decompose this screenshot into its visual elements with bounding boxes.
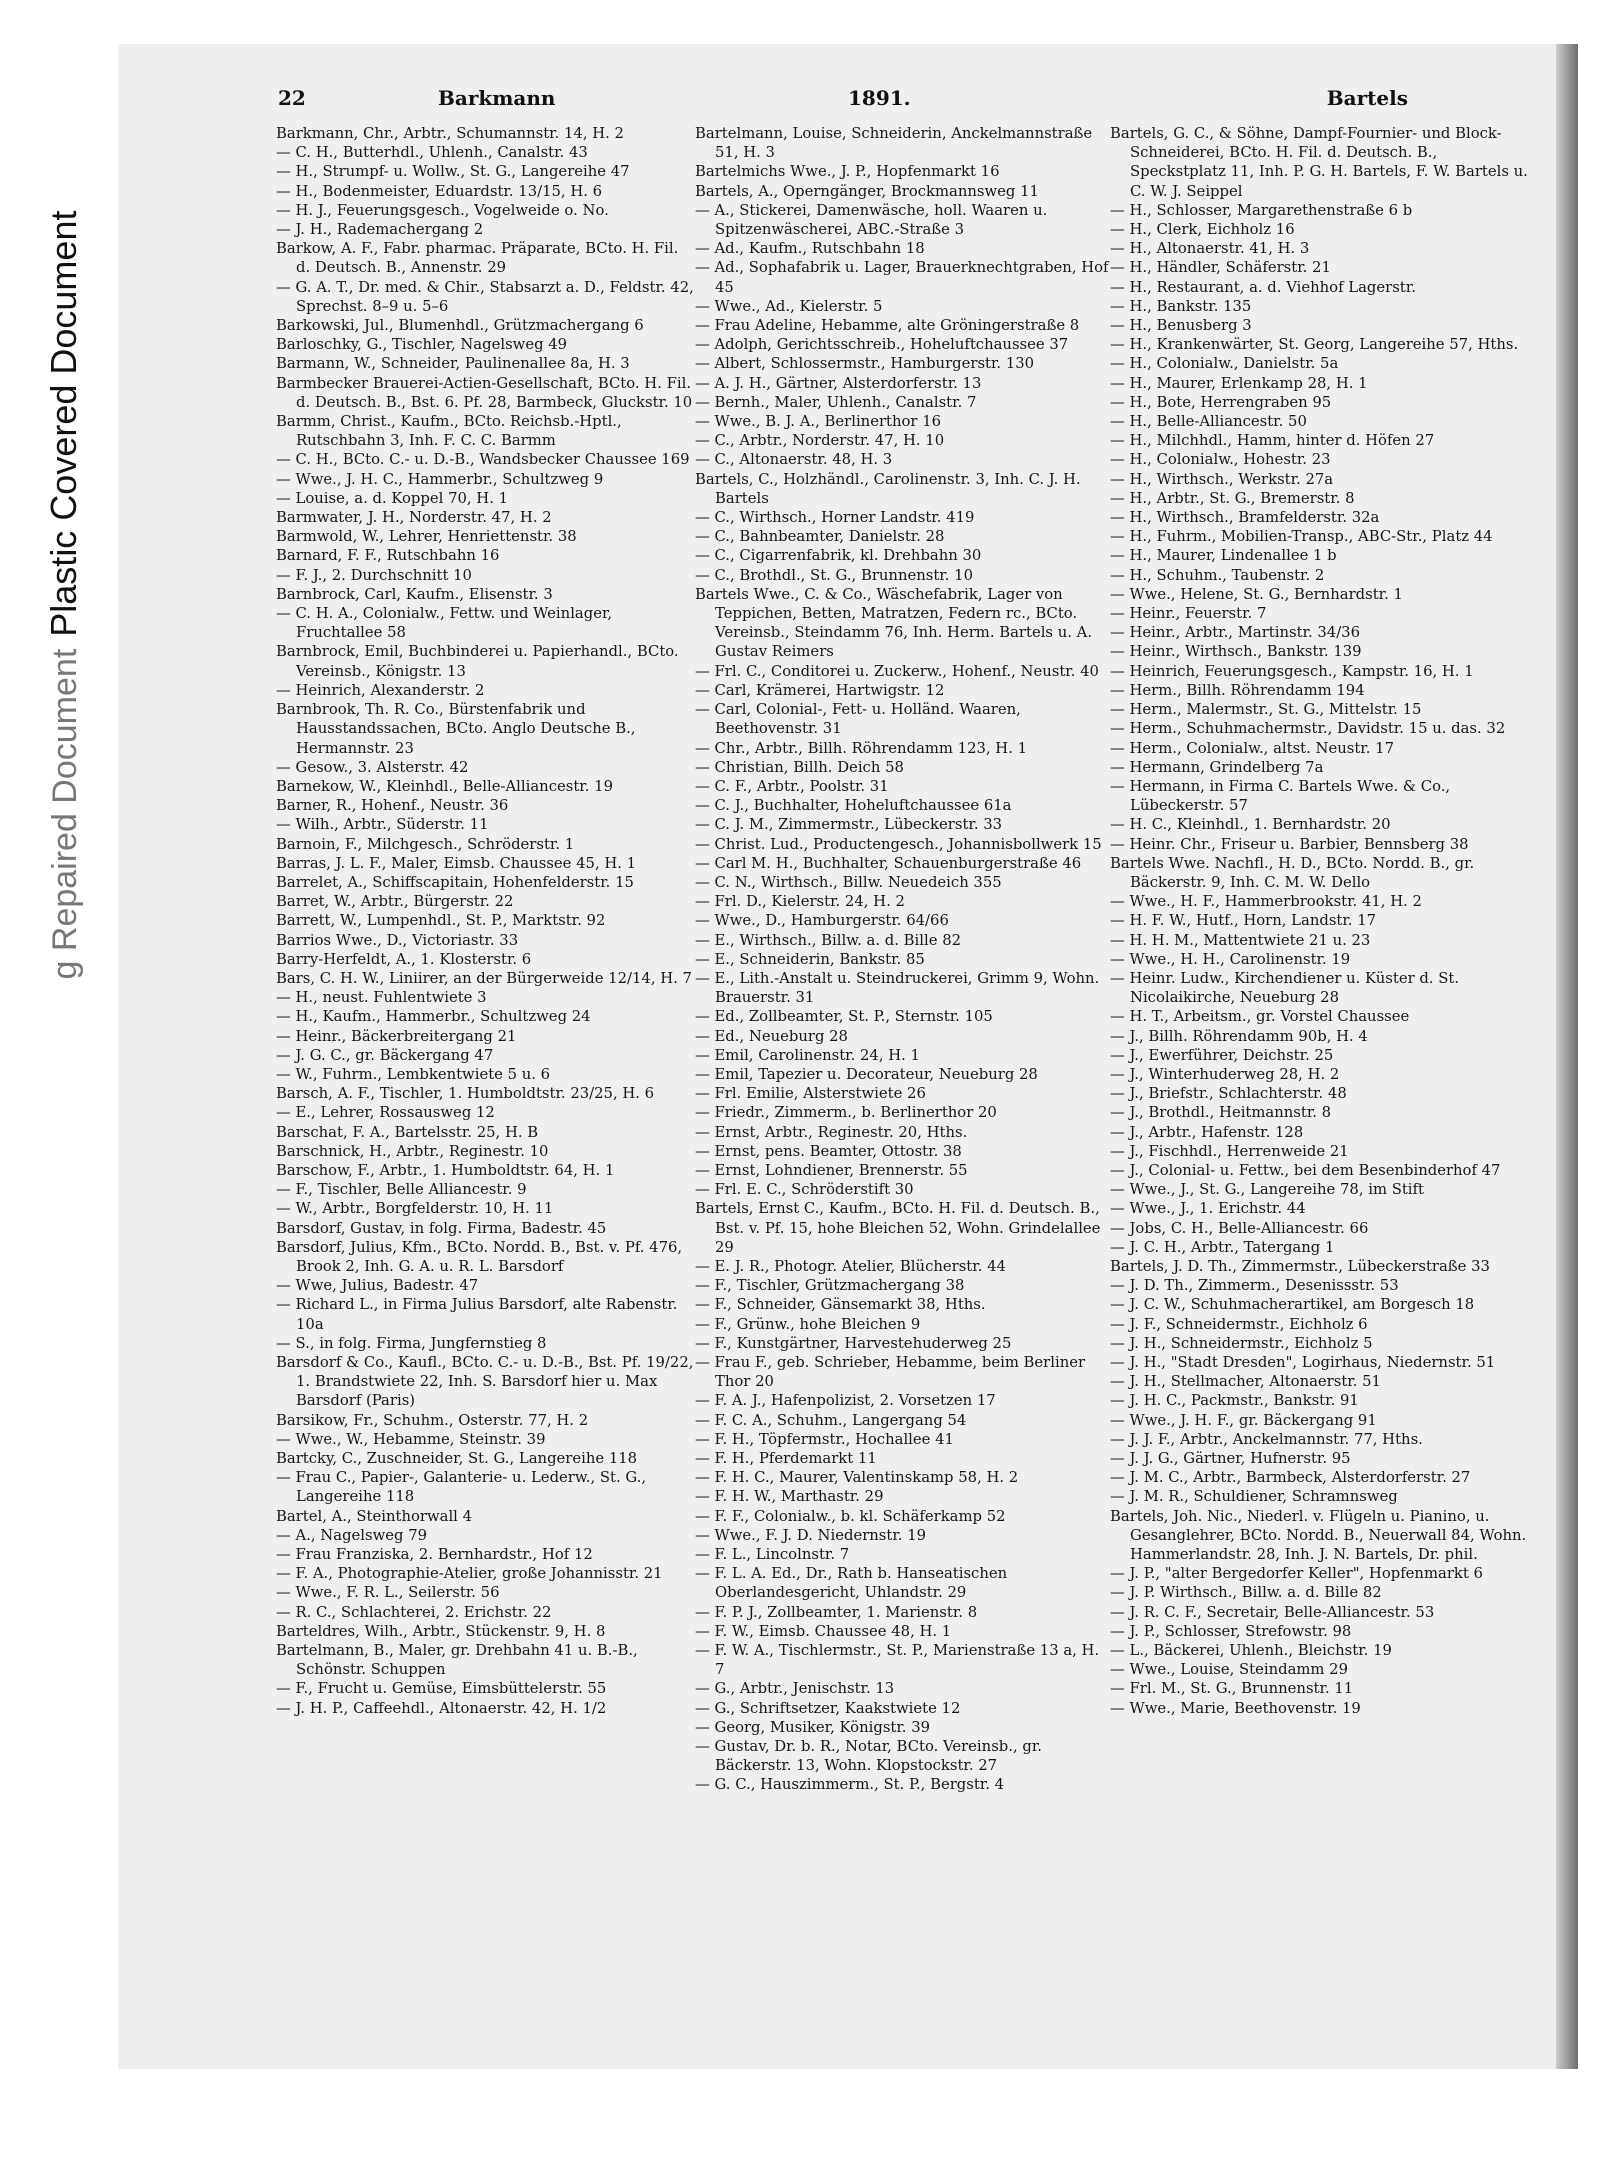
directory-entry: — C. F., Arbtr., Poolstr. 31 [695,777,889,795]
directory-entry: Barmm, Christ., Kaufm., BCto. Reichsb.-Hptl., Rutschbahn 3, Inh. F. C. C. Barmm [276,413,622,450]
directory-entry: — H., Strumpf- u. Wollw., St. G., Langereihe 47 [276,163,630,181]
directory-entry: Barschat, F. A., Bartelsstr. 25, H. B [276,1123,539,1141]
directory-entry: — E. J. R., Photogr. Atelier, Blücherstr. 44 [695,1257,1006,1275]
directory-entry: Barrios Wwe., D., Victoriastr. 33 [276,931,519,949]
directory-entry: — G., Arbtr., Jenischstr. 13 [695,1680,895,1698]
directory-entry: — Herm., Schuhmachermstr., Davidstr. 15 u. das. 32 [1110,720,1506,738]
directory-entry: Bars, C. H. W., Liniirer, an der Bürgerweide 12/14, H. 7 [276,969,692,987]
directory-entry: — C., Wirthsch., Horner Landstr. 419 [695,509,975,527]
directory-entry: — H., Kaufm., Hammerbr., Schultzweg 24 [276,1008,591,1026]
directory-entry: — Heinr., Arbtr., Martinstr. 34/36 [1110,624,1361,642]
directory-entry: — J., Winterhuderweg 28, H. 2 [1110,1065,1340,1083]
directory-entry: — H., Fuhrm., Mobilien-Transp., ABC-Str., Platz 44 [1110,528,1493,546]
directory-entry: Bartelmann, B., Maler, gr. Drehbahn 41 u. B.-B., Schönstr. Schuppen [276,1642,638,1679]
directory-entry: — Carl, Krämerei, Hartwigstr. 12 [695,681,945,699]
directory-entry: — Frl. M., St. G., Brunnenstr. 11 [1110,1680,1354,1698]
page-number: 22 [278,86,306,110]
directory-entry: — Wwe., Ad., Kielerstr. 5 [695,297,883,315]
directory-entry: — J. H., Schneidermstr., Eichholz 5 [1110,1334,1373,1352]
directory-entry: Barnbrock, Carl, Kaufm., Elisenstr. 3 [276,585,553,603]
directory-entry: — F., Grünw., hohe Bleichen 9 [695,1315,921,1333]
directory-entry: — Gesow., 3. Alsterstr. 42 [276,758,469,776]
directory-entry: — F. C. A., Schuhm., Langergang 54 [695,1411,967,1429]
directory-entry: Barkow, A. F., Fabr. pharmac. Präparate, BCto. H. Fil. d. Deutsch. B., Annenstr. 29 [276,240,679,277]
directory-entry: — C. N., Wirthsch., Billw. Neuedeich 355 [695,873,1002,891]
directory-entry: — J. M. R., Schuldiener, Schramnsweg [1110,1488,1398,1506]
directory-entry: Barmwold, W., Lehrer, Henriettenstr. 38 [276,528,577,546]
directory-entry: Barrelet, A., Schiffscapitain, Hohenfelderstr. 15 [276,873,634,891]
directory-entry: — Frau Adeline, Hebamme, alte Gröningerstraße 8 [695,317,1080,335]
directory-entry: — Herm., Malermstr., St. G., Mittelstr. 15 [1110,701,1422,719]
page-header [158,86,1418,114]
directory-entry: — E., Lehrer, Rossausweg 12 [276,1104,495,1122]
directory-entry: — Wwe., W., Hebamme, Steinstr. 39 [276,1430,546,1448]
directory-entry: Barsdorf & Co., Kaufl., BCto. C.- u. D.-B., Bst. Pf. 19/22, 1. Brandstwiete 22, Inh. S. Barsdorf hier u. Max Barsdorf (Paris) [276,1354,694,1410]
directory-entry: — H., neust. Fuhlentwiete 3 [276,989,487,1007]
directory-entry: — Frl. E. C., Schröderstift 30 [695,1181,914,1199]
header-right-word: Bartels [1326,86,1408,110]
directory-entry: Barmbecker Brauerei-Actien-Gesellschaft, BCto. H. Fil. d. Deutsch. B., Bst. 6. Pf. 28, Barmbeck, Gluckstr. 10 [276,374,693,411]
directory-entry: — Ed., Zollbeamter, St. P., Sternstr. 105 [695,1008,993,1026]
directory-entry: Barnbrook, Th. R. Co., Bürstenfabrik und Hausstandssachen, BCto. Anglo Deutsche B., Hermannstr. 23 [276,701,636,757]
directory-entry: — Emil, Carolinenstr. 24, H. 1 [695,1046,920,1064]
header-year: 1891. [848,86,911,110]
directory-entry: — H., Wirthsch., Bramfelderstr. 32a [1110,509,1380,527]
directory-entry: — Heinr., Bäckerbreitergang 21 [276,1027,517,1045]
directory-entry: — H. C., Kleinhdl., 1. Bernhardstr. 20 [1110,816,1391,834]
directory-entry: — F. F., Colonialw., b. kl. Schäferkamp 52 [695,1507,1006,1525]
directory-entry: — J. D. Th., Zimmerm., Desenissstr. 53 [1110,1277,1399,1295]
directory-entry: — Frl. Emilie, Alsterstwiete 26 [695,1085,926,1103]
directory-entry: — C., Arbtr., Norderstr. 47, H. 10 [695,432,945,450]
directory-entry: Barret, W., Arbtr., Bürgerstr. 22 [276,893,514,911]
directory-entry: — J. P., Schlosser, Strefowstr. 98 [1110,1622,1352,1640]
directory-entry: — Bernh., Maler, Uhlenh., Canalstr. 7 [695,393,977,411]
directory-entry: — H., Krankenwärter, St. Georg, Langereihe 57, Hths. [1110,336,1519,354]
directory-entry: — Chr., Arbtr., Billh. Röhrendamm 123, H. 1 [695,739,1028,757]
directory-entry: — C. J. M., Zimmermstr., Lübeckerstr. 33 [695,816,1003,834]
directory-entry: Barteldres, Wilh., Arbtr., Stückenstr. 9, H. 8 [276,1622,606,1640]
directory-entry: Bartel, A., Steinthorwall 4 [276,1507,473,1525]
directory-entry: — L., Bäckerei, Uhlenh., Bleichstr. 19 [1110,1642,1392,1660]
directory-entry: — Carl M. H., Buchhalter, Schauenburgerstraße 46 [695,854,1082,872]
directory-entry: Barkmann, Chr., Arbtr., Schumannstr. 14, H. 2 [276,125,624,142]
directory-entry: — J. H., Rademachergang 2 [276,221,484,239]
directory-entry: Barmwater, J. H., Norderstr. 47, H. 2 [276,509,552,527]
directory-entry: — Wwe., F. J. D. Niedernstr. 19 [695,1526,927,1544]
directory-entry: — J., Briefstr., Schlachterstr. 48 [1110,1085,1347,1103]
directory-entry: — Friedr., Zimmerm., b. Berlinerthor 20 [695,1104,997,1122]
directory-entry: — Adolph, Gerichtsschreib., Hoheluftchaussee 37 [695,336,1069,354]
directory-entry: Bartels, Ernst C., Kaufm., BCto. H. Fil. d. Deutsch. B., Bst. v. Pf. 15, hohe Bleichen 52, Wohn. Grindelallee 29 [695,1200,1101,1256]
directory-entry: — F. H. W., Marthastr. 29 [695,1488,884,1506]
directory-entry: — Ad., Sophafabrik u. Lager, Brauerknechtgraben, Hof 45 [695,259,1109,296]
directory-entry: — F. W., Eimsb. Chaussee 48, H. 1 [695,1622,952,1640]
directory-entry: Barry-Herfeldt, A., 1. Klosterstr. 6 [276,950,532,968]
directory-entry: — Frau C., Papier-, Galanterie- u. Lederw., St. G., Langereihe 118 [276,1469,647,1506]
directory-entry: — H., Schlosser, Margarethenstraße 6 b [1110,201,1413,219]
directory-entry: — J. J. F., Arbtr., Anckelmannstr. 77, Hths. [1110,1430,1423,1448]
directory-entry: Bartels, J. D. Th., Zimmermstr., Lübeckerstraße 33 [1110,1257,1490,1275]
directory-entry: — Wwe., F. R. L., Seilerstr. 56 [276,1584,500,1602]
directory-entry: — E., Schneiderin, Bankstr. 85 [695,950,925,968]
directory-entry: Barsikow, Fr., Schuhm., Osterstr. 77, H. 2 [276,1411,589,1429]
directory-entry: — Christ. Lud., Productengesch., Johannisbollwerk 15 [695,835,1102,853]
directory-entry: — Frl. C., Conditorei u. Zuckerw., Hohenf., Neustr. 40 [695,662,1099,680]
directory-entry: — Frau Franziska, 2. Bernhardstr., Hof 12 [276,1546,593,1564]
directory-entry: — Frl. D., Kielerstr. 24, H. 2 [695,893,905,911]
directory-entry: — H., Arbtr., St. G., Bremerstr. 8 [1110,489,1355,507]
directory-entry: Bartcky, C., Zuschneider, St. G., Langereihe 118 [276,1450,638,1468]
directory-entry: — Louise, a. d. Koppel 70, H. 1 [276,489,509,507]
directory-entry: — H., Colonialw., Hohestr. 23 [1110,451,1331,469]
directory-entry: — W., Fuhrm., Lembkentwiete 5 u. 6 [276,1065,551,1083]
directory-entry: — Heinr., Wirthsch., Bankstr. 139 [1110,643,1362,661]
directory-entry: — A., Nagelsweg 79 [276,1526,428,1544]
directory-entry: — Carl, Colonial-, Fett- u. Holländ. Waaren, Beethovenstr. 31 [695,701,1021,738]
directory-entry: Barsdorf, Gustav, in folg. Firma, Badestr. 45 [276,1219,607,1237]
directory-entry: — Wwe, Julius, Badestr. 47 [276,1277,479,1295]
directory-entry: — A., Stickerei, Damenwäsche, holl. Waaren u. Spitzenwäscherei, ABC.-Straße 3 [695,201,1048,239]
directory-entry: Barnekow, W., Kleinhdl., Belle-Alliancestr. 19 [276,777,613,795]
directory-entry: — J. H., Stellmacher, Altonaerstr. 51 [1110,1373,1381,1391]
directory-entry: — H., Bodenmeister, Eduardstr. 13/15, H. 6 [276,182,603,200]
directory-entry: — F. H., Pferdemarkt 11 [695,1450,877,1468]
directory-entry: — Jobs, C. H., Belle-Alliancestr. 66 [1110,1219,1369,1237]
directory-entry: — F., Tischler, Grützmachergang 38 [695,1277,965,1295]
directory-entry: — Herm., Colonialw., altst. Neustr. 17 [1110,739,1394,757]
directory-entry: Barner, R., Hohenf., Neustr. 36 [276,797,509,815]
directory-entry: Bartels Wwe., C. & Co., Wäschefabrik, Lager von Teppichen, Betten, Matratzen, Federn rc., BCto. Vereinsb., Steindamm 76, Inh. Herm. Bartels u. A. Gustav Reimers [695,585,1093,661]
directory-entry: — Wwe., H. F., Hammerbrookstr. 41, H. 2 [1110,893,1422,911]
directory-entry: — R. C., Schlachterei, 2. Erichstr. 22 [276,1603,552,1621]
directory-entry: — F. P. J., Zollbeamter, 1. Marienstr. 8 [695,1603,978,1621]
side-label [14,90,114,1100]
directory-entry: — E., Wirthsch., Billw. a. d. Bille 82 [695,931,962,949]
directory-entry: — H., Bankstr. 135 [1110,297,1252,315]
directory-entry: — H. H. M., Mattentwiete 21 u. 23 [1110,931,1371,949]
directory-entry: — C., Altonaerstr. 48, H. 3 [695,451,893,469]
directory-entry: Bartels, C., Holzhändl., Carolinenstr. 3, Inh. C. J. H. Bartels [695,470,1081,507]
directory-entry: — F. L. A. Ed., Dr., Rath b. Hanseatischen Oberlandesgericht, Uhlandstr. 29 [695,1565,1008,1602]
directory-entry: — H., Maurer, Erlenkamp 28, H. 1 [1110,374,1368,392]
directory-entry: — J. P., "alter Bergedorfer Keller", Hopfenmarkt 6 [1110,1565,1483,1583]
directory-entry: — H. J., Feuerungsgesch., Vogelweide o. No. [276,201,609,219]
directory-entry: — Heinr., Feuerstr. 7 [1110,605,1267,623]
directory-entry: — F., Frucht u. Gemüse, Eimsbüttelerstr. 55 [276,1680,607,1698]
side-label-faded: g Repaired Document [46,648,84,980]
directory-entry: — H., Restaurant, a. d. Viehhof Lagerstr. [1110,278,1416,296]
directory-entry: — J., Arbtr., Hafenstr. 128 [1110,1123,1304,1141]
directory-entry: — J., Colonial- u. Fettw., bei dem Besenbinderhof 47 [1110,1161,1501,1179]
directory-entry: — F. J., 2. Durchschnitt 10 [276,566,472,584]
directory-entry: Bartels Wwe. Nachfl., H. D., BCto. Nordd. B., gr. Bäckerstr. 9, Inh. C. M. W. Dello [1110,854,1475,891]
directory-entry: Bartels, Joh. Nic., Niederl. v. Flügeln u. Pianino, u. Gesanglehrer, BCto. Nordd. B., Neuerwall 84, Wohn. Hammerlandstr. 28, Inh. J. N. Bartels, Dr. phil. [1110,1507,1527,1564]
directory-entry: — J., Brothdl., Heitmannstr. 8 [1110,1104,1332,1122]
directory-entry: — Wwe., Marie, Beethovenstr. 19 [1110,1699,1361,1717]
directory-entry: — Heinr. Ludw., Kirchendiener u. Küster d. St. Nicolaikirche, Neueburg 28 [1110,969,1460,1007]
directory-entry: — Herm., Billh. Röhrendamm 194 [1110,681,1365,699]
directory-entry: — J., Billh. Röhrendamm 90b, H. 4 [1110,1027,1368,1045]
directory-entry: — Heinrich, Feuerungsgesch., Kampstr. 16, H. 1 [1110,662,1474,680]
directory-entry: — G. A. T., Dr. med. & Chir., Stabsarzt a. D., Feldstr. 42, Sprechst. 8–9 u. 5–6 [276,278,694,315]
directory-entry: Bartels, G. C., & Söhne, Dampf-Fournier- und Block-Schneiderei, BCto. H. Fil. d. Deutsch. B., Speckstplatz 11, Inh. P. G. H. Bartels, F. W. Bartels u. C. W. J. Seippel [1110,125,1528,200]
directory-entry: — J. C. H., Arbtr., Tatergang 1 [1110,1238,1335,1256]
directory-entry: — C. H., Butterhdl., Uhlenh., Canalstr. 43 [276,144,588,162]
directory-entry: — Emil, Tapezier u. Decorateur, Neueburg 28 [695,1065,1038,1083]
page-edge-shadow [1556,44,1578,2069]
directory-entry: Bartelmichs Wwe., J. P., Hopfenmarkt 16 [695,163,1000,181]
directory-entry: Barrett, W., Lumpenhdl., St. P., Marktstr. 92 [276,912,606,930]
directory-entry: — Wwe., D., Hamburgerstr. 64/66 [695,912,949,930]
column-middle [695,124,1113,1795]
directory-entry: — Gustav, Dr. b. R., Notar, BCto. Vereinsb., gr. Bäckerstr. 13, Wohn. Klopstockstr. 27 [695,1738,1042,1775]
directory-entry: — H., Schuhm., Taubenstr. 2 [1110,566,1325,584]
directory-entry: — H., Maurer, Lindenallee 1 b [1110,547,1337,565]
directory-entry: — Albert, Schlossermstr., Hamburgerstr. 130 [695,355,1035,373]
directory-entry: — H., Belle-Alliancestr. 50 [1110,413,1307,431]
directory-entry: — Wwe., J., St. G., Langereihe 78, im Stift [1110,1181,1424,1199]
directory-entry: — Heinr. Chr., Friseur u. Barbier, Bennsberg 38 [1110,835,1469,853]
directory-entry: — Christian, Billh. Deich 58 [695,758,904,776]
directory-entry: — E., Lith.-Anstalt u. Steindruckerei, Grimm 9, Wohn. Brauerstr. 31 [695,969,1100,1007]
header-left-word: Barkmann [438,86,556,110]
directory-entry: — Frau F., geb. Schrieber, Hebamme, beim Berliner Thor 20 [695,1354,1086,1391]
directory-entry: — H., Händler, Schäferstr. 21 [1110,259,1331,277]
directory-entry: — F. L., Lincolnstr. 7 [695,1546,850,1564]
directory-entry: — Wwe., B. J. A., Berlinerthor 16 [695,413,942,431]
directory-entry: — C., Bahnbeamter, Danielstr. 28 [695,528,945,546]
directory-entry: — H. F. W., Hutf., Horn, Landstr. 17 [1110,912,1377,930]
directory-entry: Barras, J. L. F., Maler, Eimsb. Chaussee 45, H. 1 [276,854,637,872]
directory-entry: — J., Fischhdl., Herrenweide 21 [1110,1142,1349,1160]
side-label-main: Plastic Covered Document [43,210,84,637]
directory-entry: — H., Altonaerstr. 41, H. 3 [1110,240,1310,258]
directory-entry: — F. H. C., Maurer, Valentinskamp 58, H. 2 [695,1469,1019,1487]
directory-entry: — J. H., "Stadt Dresden", Logirhaus, Niedernstr. 51 [1110,1354,1496,1371]
directory-entry: — Wwe., J. H. C., Hammerbr., Schultzweg 9 [276,470,604,488]
directory-entry: — Wwe., H. H., Carolinenstr. 19 [1110,950,1351,968]
directory-entry: — H., Bote, Herrengraben 95 [1110,393,1332,411]
directory-entry: Barkowski, Jul., Blumenhdl., Grützmachergang 6 [276,317,644,335]
directory-entry: — F. A., Photographie-Atelier, große Johannisstr. 21 [276,1565,663,1583]
directory-entry: Barloschky, G., Tischler, Nagelsweg 49 [276,336,568,354]
directory-entry: Barsch, A. F., Tischler, 1. Humboldtstr. 23/25, H. 6 [276,1085,655,1103]
directory-entry: — W., Arbtr., Borgfelderstr. 10, H. 11 [276,1200,554,1218]
directory-entry: — J. P. Wirthsch., Billw. a. d. Bille 82 [1110,1584,1382,1602]
directory-entry: — H., Colonialw., Danielstr. 5a [1110,355,1339,373]
column-left [276,124,694,1718]
directory-entry: Barsdorf, Julius, Kfm., BCto. Nordd. B., Bst. v. Pf. 476, Brook 2, Inh. G. A. u. R. L. Barsdorf [276,1238,683,1275]
directory-entry: — G., Schriftsetzer, Kaakstwiete 12 [695,1699,961,1717]
directory-entry: — Ed., Neueburg 28 [695,1027,848,1045]
directory-entry: — J. H. P., Caffeehdl., Altonaerstr. 42, H. 1/2 [276,1699,607,1717]
directory-entry: — H., Benusberg 3 [1110,317,1252,335]
directory-entry: — H., Milchhdl., Hamm, hinter d. Höfen 27 [1110,432,1435,450]
directory-entry: Bartels, A., Operngänger, Brockmannsweg 11 [695,182,1039,200]
directory-entry: Bartelmann, Louise, Schneiderin, Anckelmannstraße 51, H. 3 [695,125,1093,162]
directory-entry: — J. M. C., Arbtr., Barmbeck, Alsterdorferstr. 27 [1110,1469,1471,1487]
directory-entry: — F. W. A., Tischlermstr., St. P., Marienstraße 13 a, H. 7 [695,1642,1100,1679]
directory-entry: — J. G. C., gr. Bäckergang 47 [276,1046,494,1064]
directory-entry: — H., Wirthsch., Werkstr. 27a [1110,470,1334,488]
directory-entry: — F., Schneider, Gänsemarkt 38, Hths. [695,1296,986,1314]
directory-entry: Barnbrock, Emil, Buchbinderei u. Papierhandl., BCto. Vereinsb., Königstr. 13 [276,643,679,680]
directory-entry: — Ad., Kaufm., Rutschbahn 18 [695,240,925,258]
directory-entry: — J., Ewerführer, Deichstr. 25 [1110,1046,1334,1064]
directory-entry: — C. H. A., Colonialw., Fettw. und Weinlager, Fruchtallee 58 [276,605,613,642]
directory-entry: — G. C., Hauszimmerm., St. P., Bergstr. 4 [695,1776,1005,1794]
directory-entry: — Wwe., J., 1. Erichstr. 44 [1110,1200,1306,1218]
directory-entry: — C. H., BCto. C.- u. D.-B., Wandsbecker Chaussee 169 [276,451,690,469]
directory-entry: — J. F., Schneidermstr., Eichholz 6 [1110,1315,1368,1333]
directory-entry: — Georg, Musiker, Königstr. 39 [695,1718,931,1736]
directory-entry: — F., Tischler, Belle Alliancestr. 9 [276,1181,527,1199]
directory-entry: — H., Clerk, Eichholz 16 [1110,221,1295,239]
directory-entry: — Ernst, pens. Beamter, Ottostr. 38 [695,1142,962,1160]
directory-entry: — J. H. C., Packmstr., Bankstr. 91 [1110,1392,1359,1410]
directory-entry: — F. H., Töpfermstr., Hochallee 41 [695,1430,954,1448]
column-right [1110,124,1528,1718]
directory-entry: — J. R. C. F., Secretair, Belle-Alliancestr. 53 [1110,1603,1435,1621]
directory-entry: — F. A. J., Hafenpolizist, 2. Vorsetzen 17 [695,1392,996,1410]
directory-entry: — Wwe., Louise, Steindamm 29 [1110,1661,1348,1679]
directory-entry: — F., Kunstgärtner, Harvestehuderweg 25 [695,1334,1012,1352]
directory-entry: Barschow, F., Arbtr., 1. Humboldtstr. 64, H. 1 [276,1161,615,1179]
directory-entry: — H. T., Arbeitsm., gr. Vorstel Chaussee [1110,1008,1410,1026]
directory-entry: — Ernst, Arbtr., Reginestr. 20, Hths. [695,1123,968,1141]
directory-entry: — C. J., Buchhalter, Hoheluftchaussee 61a [695,797,1012,815]
directory-entry: — S., in folg. Firma, Jungfernstieg 8 [276,1334,547,1352]
directory-entry: — J. C. W., Schuhmacherartikel, am Borgesch 18 [1110,1296,1475,1314]
directory-entry: Barmann, W., Schneider, Paulinenallee 8a, H. 3 [276,355,630,373]
directory-entry: — J. J. G., Gärtner, Hufnerstr. 95 [1110,1450,1351,1468]
directory-entry: — Hermann, Grindelberg 7a [1110,758,1324,776]
directory-entry: — Wwe., J. H. F., gr. Bäckergang 91 [1110,1411,1377,1429]
directory-entry: — Wilh., Arbtr., Süderstr. 11 [276,816,489,834]
directory-entry: — Wwe., Helene, St. G., Bernhardstr. 1 [1110,585,1403,603]
directory-entry: Barschnick, H., Arbtr., Reginestr. 10 [276,1142,549,1160]
directory-entry: Barnard, F. F., Rutschbahn 16 [276,547,500,565]
directory-entry: — Richard L., in Firma Julius Barsdorf, alte Rabenstr. 10a [276,1296,678,1333]
directory-entry: — Hermann, in Firma C. Bartels Wwe. & Co., Lübeckerstr. 57 [1110,777,1451,815]
directory-entry: — C., Brothdl., St. G., Brunnenstr. 10 [695,566,973,584]
directory-entry: — C., Cigarrenfabrik, kl. Drehbahn 30 [695,547,982,565]
directory-entry: — Ernst, Lohndiener, Brennerstr. 55 [695,1161,968,1179]
directory-entry: Barnoin, F., Milchgesch., Schröderstr. 1 [276,835,575,853]
directory-entry: — A. J. H., Gärtner, Alsterdorferstr. 13 [695,374,982,392]
directory-entry: — Heinrich, Alexanderstr. 2 [276,681,485,699]
